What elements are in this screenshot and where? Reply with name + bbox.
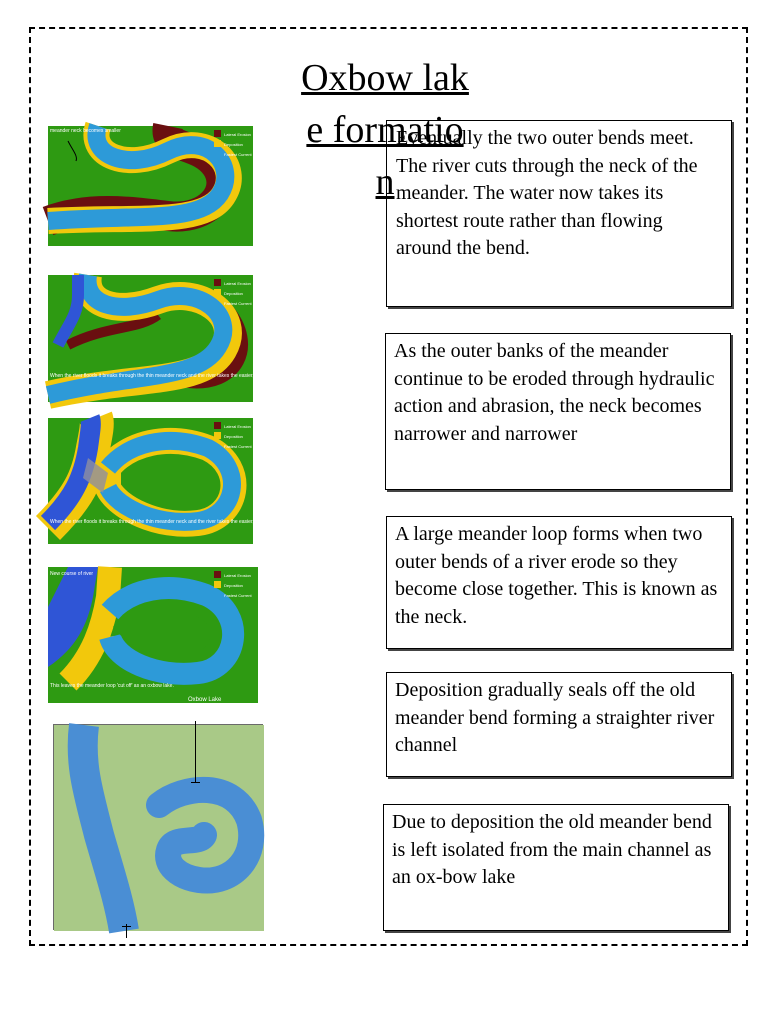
- panel-4-legend-deposition: Deposition: [224, 583, 243, 588]
- diagram-panel-4: [48, 567, 258, 703]
- text-box-4-content: Deposition gradually seals off the old meander bend forming a straighter river channel: [395, 679, 715, 756]
- diagram-panel-3: [48, 418, 290, 544]
- panel-1-legend-fastest: Fastest Current: [224, 152, 252, 157]
- panel-3-label: When the river floods it breaks through the thin meander neck and the river takes the easier, straight course.: [50, 519, 290, 525]
- diagram-panel-2: [48, 275, 290, 402]
- text-box-2-content: As the outer banks of the meander continue to be eroded through hydraulic action and abrasion, the neck becomes narrower and narrower: [394, 340, 715, 445]
- text-box-2: [385, 333, 731, 490]
- diagram-panel-1: [48, 126, 253, 246]
- panel-4-legend-fastest: Fastest Current: [224, 593, 252, 598]
- leader-tick-river: [122, 926, 131, 927]
- panel-2-legend-fastest: Fastest Current: [224, 301, 252, 306]
- panel-1-label: meander neck becomes smaller: [50, 128, 121, 134]
- text-box-1-content: Eventually the two outer bends meet. The river cuts through the neck of the meander. The water now takes its shortest route rather than flowing around the bend.: [396, 127, 698, 259]
- panel-4-oxbow-label: Oxbow Lake: [188, 697, 222, 703]
- text-box-4: [386, 672, 732, 777]
- leader-tick-lake: [191, 782, 200, 783]
- panel-3-legend-fastest: Fastest Current: [224, 444, 252, 449]
- panel-2-legend-deposition: Deposition: [224, 291, 243, 296]
- page-title: Oxbow lake formation: [301, 57, 469, 203]
- panel-4-label-top: New course of river: [50, 571, 94, 577]
- panel-2-label: When the river floods it breaks through the thin meander neck and the river takes the easier, straight course.: [50, 373, 290, 379]
- panel-1-legend-deposition: Deposition: [224, 142, 243, 147]
- panel-4-legend-lateral: Lateral Erosion: [224, 573, 251, 578]
- panel-3-legend-deposition: Deposition: [224, 434, 243, 439]
- text-box-5-content: Due to deposition the old meander bend is left isolated from the main channel as an ox-bow lake: [392, 811, 712, 888]
- panel-4-label-bottom: This leaves the meander loop 'cut off' as an oxbow lake.: [50, 683, 174, 689]
- panel-1-legend-lateral: Lateral Erosion: [224, 132, 251, 137]
- leader-line-lake: [195, 721, 196, 783]
- text-box-5: [383, 804, 729, 931]
- text-box-3: [386, 516, 732, 649]
- text-box-3-content: A large meander loop forms when two outer bends of a river erode so they become close together. This is known as the neck.: [395, 523, 718, 628]
- panel-3-legend-lateral: Lateral Erosion: [224, 424, 251, 429]
- diagram-panel-5-map: [53, 724, 263, 930]
- panel-2-legend-lateral: Lateral Erosion: [224, 281, 251, 286]
